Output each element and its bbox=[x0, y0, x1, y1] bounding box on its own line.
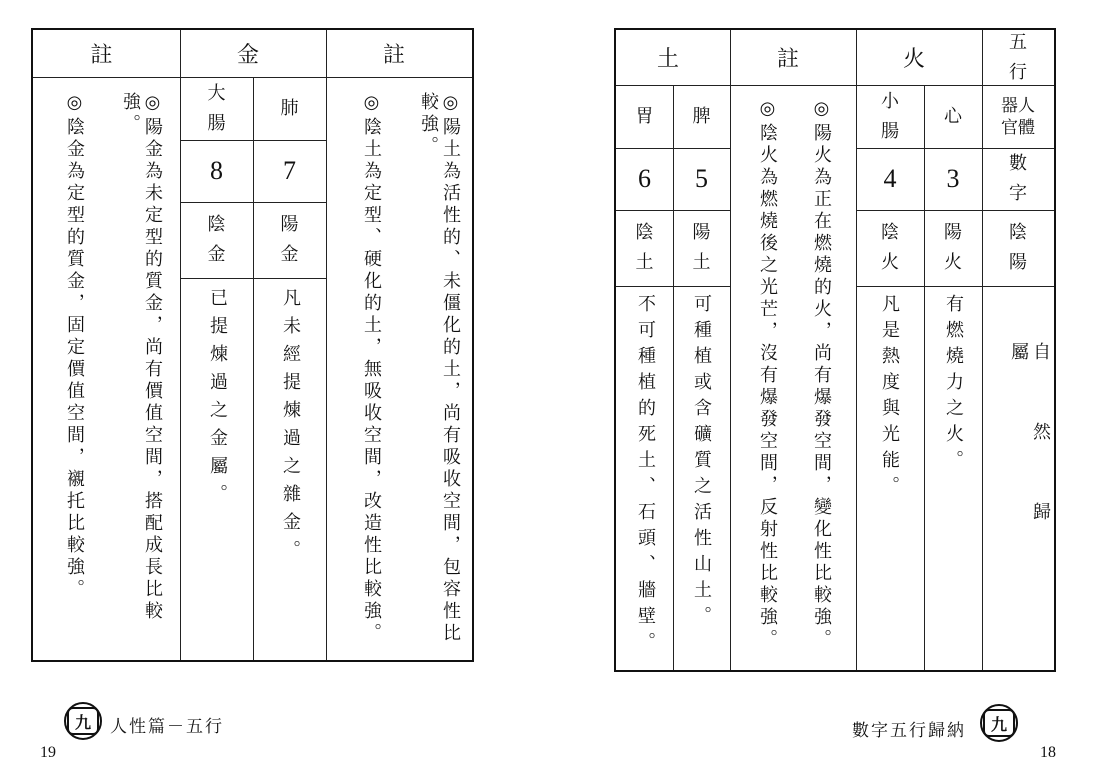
label-nature: 自然歸屬 bbox=[1008, 342, 1051, 582]
label-yinyang: 陰陽 bbox=[1009, 222, 1027, 273]
header-note: 註 bbox=[776, 47, 809, 72]
metal-yinyang-yang: 陽金 bbox=[280, 214, 299, 265]
right-page bbox=[548, 0, 1097, 780]
fire-yinyang-yang: 陽火 bbox=[944, 222, 962, 273]
earth-desc-yang: 可種植或含礦質之活性山土。 bbox=[691, 294, 712, 632]
page-number-right: 18 bbox=[1040, 744, 1056, 761]
left-note-column-2: ◎陰金為定型的質金，固定價值空間，襯托比較強。 bbox=[64, 92, 85, 601]
metal-desc-yin: 已提煉過之金屬。 bbox=[207, 288, 228, 512]
label-number: 數字 bbox=[1009, 153, 1027, 204]
fire-number-yang: 3 bbox=[946, 164, 960, 193]
header-note-right: 註 bbox=[382, 43, 415, 68]
metal-number-yin: 8 bbox=[210, 156, 223, 185]
page-number-left: 19 bbox=[40, 744, 56, 761]
metal-number-yang: 7 bbox=[283, 156, 296, 185]
fire-number-yin: 4 bbox=[883, 164, 897, 193]
metal-organ-yin: 大腸 bbox=[207, 83, 226, 134]
left-page bbox=[0, 0, 548, 780]
earth-number-yang: 5 bbox=[695, 164, 708, 193]
header-metal: 金 bbox=[236, 43, 269, 68]
note-column-1: ◎陽火為正在燃燒的火，尚有爆發空間，變化性比較強。 bbox=[811, 98, 832, 651]
right-table bbox=[614, 28, 1056, 672]
right-note-column-1: ◎陽土為活性的、未僵化的土，尚有吸收空間，包容性比較強。 bbox=[418, 92, 461, 645]
earth-yinyang-yin: 陰土 bbox=[635, 222, 654, 273]
left-note-column-1: ◎陽金為未定型的質金，尚有價值空間，搭配成長比較強。 bbox=[120, 92, 163, 623]
metal-desc-yang: 凡未經提煉過之雜金。 bbox=[280, 288, 301, 568]
metal-yinyang-yin: 陰金 bbox=[207, 214, 226, 265]
earth-organ-yin: 胃 bbox=[635, 106, 654, 127]
header-fire: 火 bbox=[902, 47, 935, 72]
earth-desc-yin: 不可種植的死土、石頭、牆壁。 bbox=[635, 294, 656, 658]
metal-organ-yang: 肺 bbox=[280, 98, 299, 119]
earth-yinyang-yang: 陽土 bbox=[692, 222, 711, 273]
label-organ: 器人官體 bbox=[1001, 96, 1035, 138]
earth-organ-yang: 脾 bbox=[692, 106, 711, 127]
fire-yinyang-yin: 陰火 bbox=[881, 222, 899, 273]
footer-section-title: 數字五行歸納 bbox=[852, 721, 966, 741]
right-note-column-2: ◎陰土為定型、硬化的土，無吸收空間，改造性比較強。 bbox=[361, 92, 382, 645]
note-column-2: ◎陰火為燃燒後之光芒，沒有爆發空間，反射性比較強。 bbox=[757, 98, 778, 651]
fire-desc-yang: 有燃燒力之火。 bbox=[943, 294, 964, 476]
footer-chapter-title: 人性篇－五行 bbox=[110, 717, 224, 737]
chapter-logo-icon: 九 bbox=[980, 704, 1018, 742]
fire-organ-yin: 小腸 bbox=[881, 91, 899, 142]
fire-desc-yin: 凡是熱度與光能。 bbox=[879, 294, 900, 502]
chapter-logo-icon: 九 bbox=[64, 702, 102, 740]
header-wuxing: 五行 bbox=[1009, 31, 1027, 83]
header-note-left: 註 bbox=[90, 43, 123, 68]
earth-number-yin: 6 bbox=[638, 164, 651, 193]
header-earth: 土 bbox=[656, 47, 689, 72]
fire-organ-yang: 心 bbox=[944, 106, 962, 127]
left-table bbox=[31, 28, 474, 662]
